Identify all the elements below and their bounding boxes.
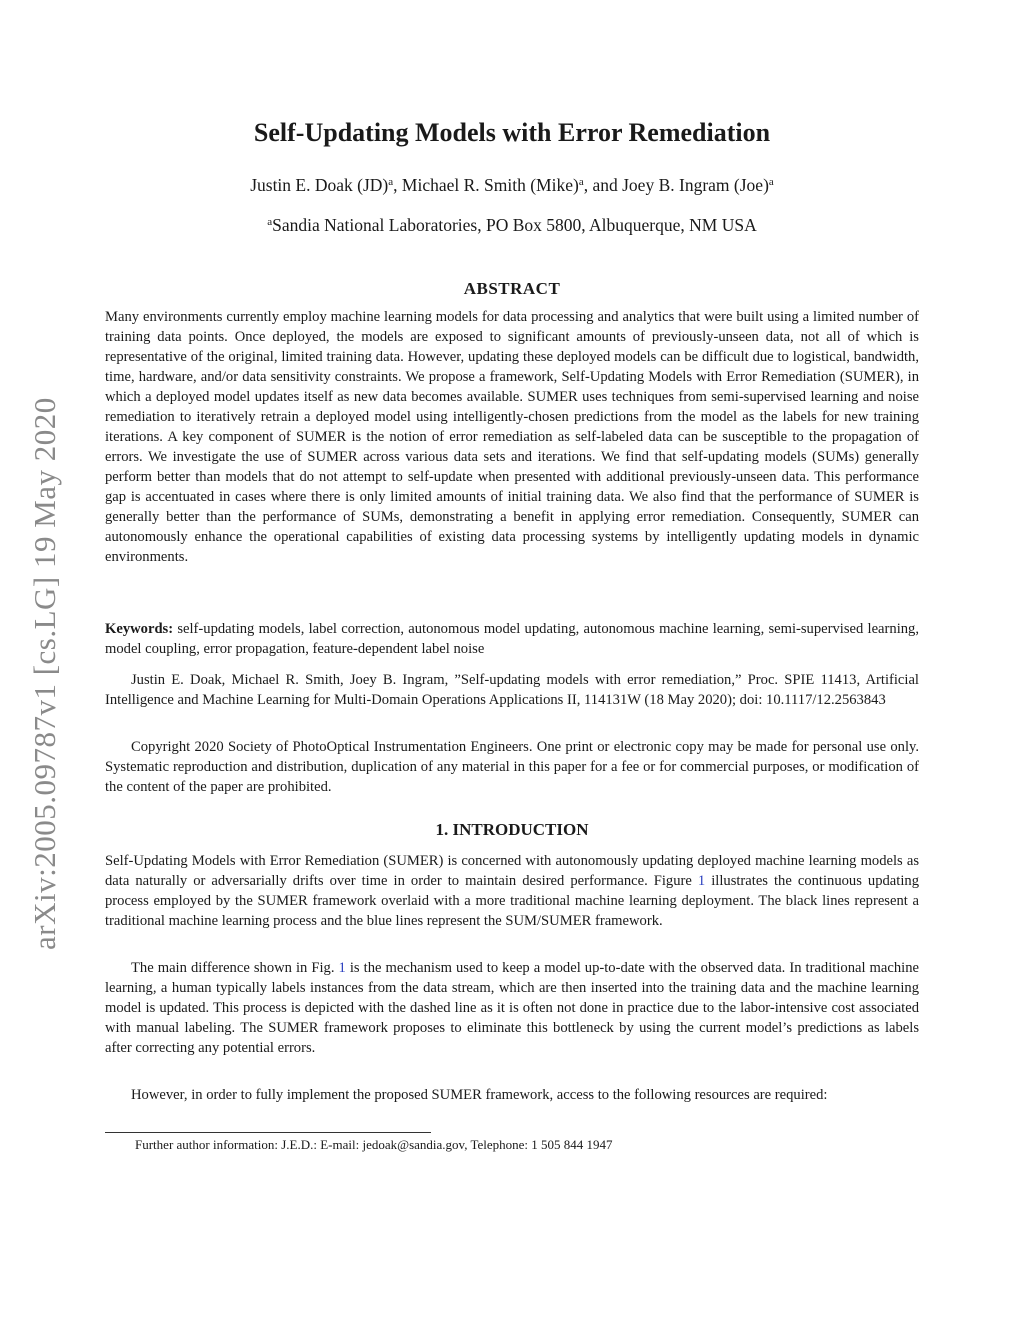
affiliation-mark: a xyxy=(267,216,273,228)
intro-p1-text: Self-Updating Models with Error Remediation (SUMER) is concerned with autonomously updating deployed machine learning models as data naturally or adversarially drifts over time in order to maintain desired performance. Figure xyxy=(105,853,919,889)
abstract-heading: ABSTRACT xyxy=(463,279,561,298)
copyright-paragraph: Copyright 2020 Society of PhotoOptical Instrumentation Engineers. One print or electronic copy may be made for personal use only. Systematic reproduction and distribution, duplication of any material in this paper for a fee or for commercial purposes, or modification of the content of the paper are prohibited. xyxy=(105,739,919,795)
affiliation-mark: a xyxy=(578,176,584,188)
affiliation-mark: a xyxy=(388,176,394,188)
intro-paragraph-1 xyxy=(105,851,919,931)
footnote: Further author information: J.E.D.: E-mail: jedoak@sandia.gov, Telephone: 1 505 844 1947 xyxy=(135,1137,613,1152)
keywords xyxy=(105,619,919,659)
abstract-text: Many environments currently employ machine learning models for data processing and analytics that were built using a limited number of training data points. Once deployed, the models are exposed to significant amounts of previously-unseen data, not all of which is representative of the original, limited training data. However, updating these deployed models can be difficult due to logistical, bandwidth, time, hardware, and/or data sensitivity constraints. We propose a framework, Self-Updating Models with Error Remediation (SUMER), in which a deployed model updates itself as new data becomes available. SUMER uses techniques from semi-supervised learning and noise remediation to iteratively retrain a deployed model using intelligently-chosen predictions from the model as the labels for new training iterations. A key component of SUMER is the notion of error remediation as self-labeled data can be susceptible to the propagation of errors. We investigate the use of SUMER across various data sets and iterations. We find that self-updating models (SUMs) generally perform better than models that do not attempt to self-update when presented with additional previously-unseen data. This performance gap is accentuated in cases where there is only limited amounts of initial training data. We also find that the performance of SUMER is generally better than the performance of SUMs, demonstrating a benefit in applying error remediation. Consequently, SUMER can autonomously enhance the operational capabilities of existing data processing systems by intelligently updating models in dynamic environments. xyxy=(105,309,919,565)
intro-paragraph-2 xyxy=(105,958,919,1058)
author-ingram: Joey B. Ingram (Joe) xyxy=(622,175,769,195)
author-separator: , and xyxy=(583,175,623,195)
figure-link[interactable]: 1 xyxy=(338,960,346,976)
author-smith: Michael R. Smith (Mike) xyxy=(401,175,579,195)
intro-paragraph-3: However, in order to fully implement the proposed SUMER framework, access to the following resources are required: xyxy=(131,1087,828,1103)
intro-p1-text: illustrates the continuous updating process employed by the SUMER framework overlaid with a more traditional machine learning deployment. The black lines represent a traditional machine learning process and the blue lines represent the SUM/SUMER framework. xyxy=(105,873,919,929)
author-separator: , xyxy=(393,175,402,195)
section-heading-introduction: 1. INTRODUCTION xyxy=(435,820,589,839)
intro-p2-text: The main difference shown in Fig. xyxy=(131,960,339,976)
keywords-label: Keywords: xyxy=(105,621,174,637)
citation-paragraph: Justin E. Doak, Michael R. Smith, Joey B. Ingram, ”Self-updating models with error remediation,” Proc. SPIE 11413, Artificial Intelligence and Machine Learning for Multi-Domain Operations Applications II, 114131W (18 May 2020); doi: 10.1117/12.2563843 xyxy=(105,672,919,708)
keywords-text: self-updating models, label correction, autonomous model updating, autonomous machine learning, semi-supervised learning, model coupling, error propagation, feature-dependent label noise xyxy=(105,621,919,657)
intro-p2-text: is the mechanism used to keep a model up-to-date with the observed data. In traditional machine learning, a human typically labels instances from the data stream, which are then inserted into the training data and the machine learning model is updated. This process is depicted with the dashed line as it is often not done in practice due to the labor-intensive cost associated with manual labeling. The SUMER framework proposes to eliminate this bottleneck by using the current model’s predictions as labels after correcting any potential errors. xyxy=(105,960,919,1056)
figure-link[interactable]: 1 xyxy=(697,873,706,889)
author-doak: Justin E. Doak (JD) xyxy=(250,175,389,195)
affiliation-text: Sandia National Laboratories, PO Box 5800, Albuquerque, NM USA xyxy=(272,215,757,235)
affiliation-mark: a xyxy=(768,176,774,188)
footnote-divider xyxy=(105,1132,431,1133)
paper-title: Self-Updating Models with Error Remediation xyxy=(253,118,771,147)
arxiv-identifier: arXiv:2005.09787v1 [cs.LG] 19 May 2020 xyxy=(27,397,62,950)
affiliation xyxy=(105,215,919,236)
author-list xyxy=(105,175,919,196)
